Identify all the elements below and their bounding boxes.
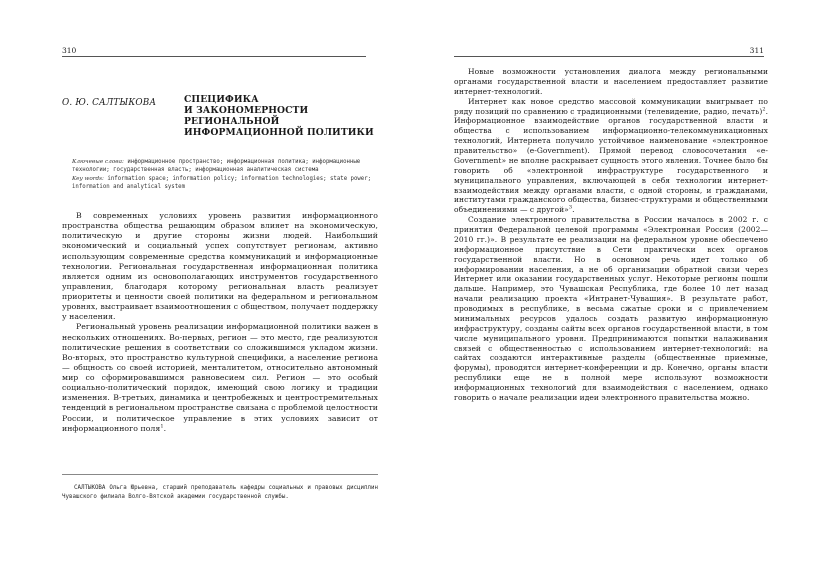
keywords-en-text: information space; information policy; information technologies; state power; information and analytical system	[72, 175, 372, 191]
article-title	[184, 94, 374, 138]
paragraph: В современных условиях уровень развития информационного пространства общества решающим образом влияет на экономическую, политическую и другие стороны жизни людей. Наибольший экономический и социальный успех сопутствует регионам, активно использующим современные средства коммуникаций и информационные технологии. Региональная государственная информационная политика является одним из основополагающих инструментов государственного управления, благодаря которому региональная власть реализует приоритеты и ценности своей политики на федеральном и региональном уровнях, выстраивает взаимоотношения с обществом, получает поддержку у населения.	[62, 211, 378, 322]
right-page	[410, 0, 820, 580]
footnote-ref[interactable]: 3	[568, 204, 573, 211]
footnote-ref[interactable]: 1	[160, 423, 164, 430]
author-footnote	[62, 484, 378, 501]
keywords-en	[62, 175, 378, 192]
body-text	[454, 67, 768, 403]
keywords-ru	[62, 158, 378, 175]
paragraph-text: Региональный уровень реализации информационной политики важен в нескольких отношениях. Во-первых, регион — это место, где реализуются политические решения в соответствии со сложившимся укладом жизни. Во-вторых, это пространство культурной специфики, а население региона — общность со своей историей, менталитетом, относительно автономный мир со сформировавшимся равновесием сил. Регион — это особый социально-политический порядок, имеющий свою логику и традиции изменения. В-третьих, динамика и центробежных и центростремительных тенденций в региональном пространстве связана с проблемой целостности России, и политическое управление в этих условиях зависит от информационного поля	[62, 322, 378, 433]
footnote-rule	[62, 474, 378, 475]
keywords-block	[62, 158, 378, 192]
title-line: СПЕЦИФИКА	[184, 94, 259, 105]
article-author: О. Ю. САЛТЫКОВА	[62, 98, 157, 108]
paragraph: Создание электронного правительства в России началось в 2002 г. с принятия Федеральной целевой программы «Электронная Россия (2002—2010 гг.)». В результате ее реализации на федеральном уровне обеспечено информационное присутствие в Сети практически всех органов государственной власти. Но в основном речь идет только об информировании населения, а не об организации обратной связи через Интернет или оказании государственных услуг. Некоторые регионы пошли дальше. Например, это Чувашская Республика, где более 10 лет назад начали реализацию проекта «Интранет-Чувашия». В результате работ, проводимых в республике, в весьма сжатые сроки и с привлечением минимальных ресурсов удалось создать развитую информационную инфраструктуру, созданы сайты всех органов государственной власти, в том числе муниципального уровня. Предпринимаются попытки налаживания связей с общественностью с использованием интернет-технологий: на сайтах создаются интерактивные разделы (общественные приемные, форумы), проводятся интернет-конференции и др. Конечно, органы власти республики еще не в полной мере используют возможности информационных технологий для взаимодействия с населением, однако говорить о начале реализации идеи электронного правительства можно.	[454, 215, 768, 402]
paragraph-text: . Информационное взаимодействие органов государственной власти и общества с использованием информационно-телекоммуникационных технологий, Интернета получило устойчивое наименование «электронное правительство» (e-Government). Прямой перевод словосочетания «e-Government» не вполне раскрывает сущность этого явления. Точнее было бы говорить об «электронной инфраструктуре государственного и муниципального управления, включающей в себя технологии интернет-взаимодействия между органами власти, с одной стороны, и гражданами, институтами гражданского общества, бизнес-структурами и общественными объединениями — с другой»	[454, 106, 768, 215]
keywords-ru-label: Ключевые слова:	[72, 159, 124, 165]
page-number: 310	[62, 46, 77, 55]
paragraph-text: Интернет как новое средство массовой коммуникации выигрывает по ряду позиций по сравнению с традиционными (телевидение, радио, печать)	[454, 96, 768, 116]
page-number: 311	[749, 46, 764, 55]
paragraph: Новые возможности установления диалога между региональными органами государственной власти и населением предоставляет развитие интернет-технологий.	[454, 67, 768, 96]
title-line: РЕГИОНАЛЬНОЙ	[184, 116, 280, 127]
keywords-en-label: Key words:	[72, 175, 104, 182]
header-rule	[454, 56, 764, 57]
keywords-ru-text: информационное пространство; информационная политика; информационные технологии; государственная власть; информационная аналитическая система	[72, 159, 361, 174]
title-line: И ЗАКОНОМЕРНОСТИ	[184, 105, 309, 116]
title-line: ИНФОРМАЦИОННОЙ ПОЛИТИКИ	[184, 127, 374, 138]
body-text	[62, 211, 378, 434]
footnote-text: САЛТЫКОВА Ольга Юрьевна, старший преподаватель кафедры социальных и правовых дисциплин Чувашского филиала Волго-Вятской академии государственной службы.	[62, 485, 378, 500]
header-rule	[62, 56, 366, 57]
paragraph: Региональный уровень реализации информационной политики важен в нескольких отношениях. Во-первых, регион — это место, где реализуются политические решения в соответствии со сложившимся укладом жизни. Во-вторых, это пространство культурной специфики, а население региона — общность со своей историей, менталитетом, относительно автономный мир со сформировавшимся равновесием сил. Регион — это особый социально-политический порядок, имеющий свою логику и традиции изменения. В-третьих, динамика и центробежных и центростремительных тенденций в региональном пространстве связана с проблемой целостности России, и политическое управление в этих условиях зависит от информационного поля$^1$.	[62, 322, 378, 433]
paragraph	[454, 97, 768, 216]
paragraph-text: .	[572, 205, 575, 215]
footnote-ref[interactable]: 2	[762, 106, 766, 112]
